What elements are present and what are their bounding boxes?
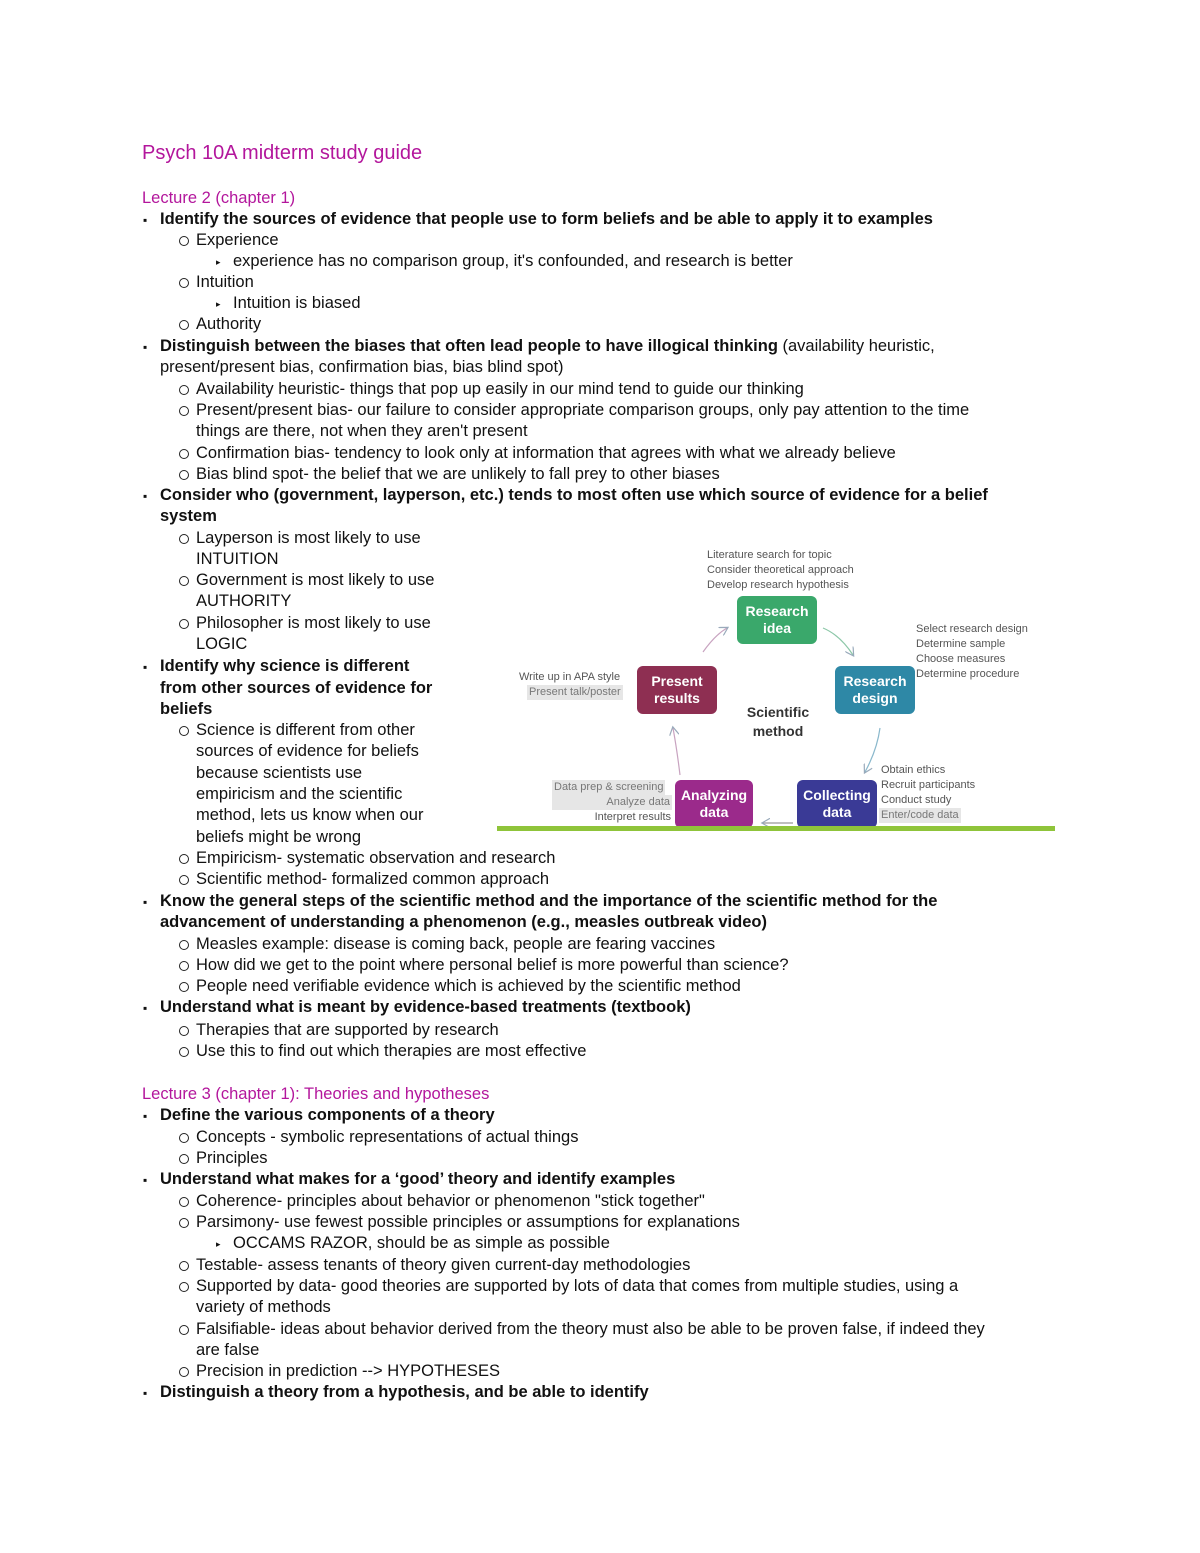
l2-bullet2-bold: Distinguish between the biases that often lead people to have illogical thinking [160, 337, 778, 355]
circle-bullet-icon [179, 961, 189, 971]
design-note-3: Choose measures [916, 653, 1006, 665]
circle-bullet-icon [179, 576, 189, 586]
design-note-1: Select research design [916, 623, 1028, 635]
present-results-box [637, 666, 717, 714]
bullet-icon: ▪ [143, 660, 148, 674]
l3-b2-s5: Falsifiable- ideas about behavior derived from the theory must also be able to be proven false, if indeed they [196, 1320, 985, 1338]
l2-b1-experience: Experience [196, 231, 279, 249]
circle-bullet-icon [179, 449, 189, 459]
l3-bullet3: Distinguish a theory from a hypothesis, and be able to identify [160, 1383, 649, 1401]
collecting-data-box [797, 780, 877, 828]
research-design-line1: Research [843, 673, 907, 689]
circle-bullet-icon [179, 406, 189, 416]
l2-b2-s1: Availability heuristic- things that pop up easily in our mind tend to guide our thinking [196, 380, 804, 398]
diagram-ground-line [497, 826, 1055, 831]
bullet-icon: ▪ [143, 1386, 148, 1400]
analyze-note-2: Analyze data [552, 795, 672, 810]
circle-bullet-icon [179, 385, 189, 395]
triangle-bullet-icon: ▸ [216, 257, 221, 267]
idea-note-2: Consider theoretical approach [707, 564, 854, 576]
present-line2: results [654, 690, 700, 706]
present-line1: Present [651, 673, 703, 689]
lecture2-heading: Lecture 2 (chapter 1) [142, 189, 296, 207]
l2-b6-s1: Therapies that are supported by research [196, 1021, 499, 1039]
l2-b1-authority: Authority [196, 315, 262, 333]
l2-bullet4-cont2: beliefs [160, 700, 213, 718]
circle-bullet-icon [179, 470, 189, 480]
collect-note-1: Obtain ethics [881, 764, 946, 776]
l3-b2-s4: Supported by data- good theories are supported by lots of data that comes from multiple studies, using a [196, 1277, 959, 1295]
l2-bullet4-cont1: from other sources of evidence for [160, 679, 433, 697]
l2-b4-s2: Empiricism- systematic observation and research [196, 849, 556, 867]
arrow-analyze-to-present [673, 728, 680, 775]
idea-note-1: Literature search for topic [707, 549, 832, 561]
l2-b4-s1-l6: beliefs might be wrong [196, 828, 362, 846]
l2-bullet2-rest: (availability heuristic, [777, 337, 935, 355]
l3-bullet1: Define the various components of a theory [160, 1106, 495, 1124]
circle-bullet-icon [179, 320, 189, 330]
circle-bullet-icon [179, 1325, 189, 1335]
l2-bullet2-cont: present/present bias, confirmation bias, bias blind spot) [160, 358, 564, 376]
circle-bullet-icon [179, 1282, 189, 1292]
analyze-note-1: Data prep & screening [554, 781, 664, 793]
l2-b4-s1-l5: method, lets us know when our [196, 806, 424, 824]
bullet-icon: ▪ [143, 213, 148, 227]
l3-b2-s6: Precision in prediction --> HYPOTHESES [196, 1362, 500, 1380]
circle-bullet-icon [179, 278, 189, 288]
analyze-note-3: Interpret results [594, 811, 671, 823]
l2-b4-s1-l2: sources of evidence for beliefs [196, 742, 419, 760]
l2-b4-s1-l4: empiricism and the scientific [196, 785, 403, 803]
bullet-icon: ▪ [143, 1109, 148, 1123]
analyzing-line2: data [699, 804, 729, 820]
l2-b3-s2-cont: AUTHORITY [196, 592, 292, 610]
l3-b2-s4-cont: variety of methods [196, 1298, 331, 1316]
center-line1: Scientific [746, 704, 810, 720]
l2-b2-s3: Confirmation bias- tendency to look only at information that agrees with what we already believe [196, 444, 896, 462]
l2-b2-s2: Present/present bias- our failure to consider appropriate comparison groups, only pay attention to the time [196, 401, 970, 419]
collecting-line2: data [822, 804, 852, 820]
l2-bullet3-cont: system [160, 507, 217, 525]
l2-bullet1: Identify the sources of evidence that people use to form beliefs and be able to apply it to examples [160, 210, 933, 228]
design-note-4: Determine procedure [916, 668, 1020, 680]
circle-bullet-icon [179, 1154, 189, 1164]
bullet-icon: ▪ [143, 1001, 148, 1015]
bullet-icon: ▪ [143, 1173, 148, 1187]
l2-bullet4: Identify why science is different [160, 657, 410, 675]
bullet-icon: ▪ [143, 340, 148, 354]
l2-bullet6: Understand what is meant by evidence-based treatments (textbook) [160, 998, 691, 1016]
circle-bullet-icon [179, 854, 189, 864]
l2-bullet5: Know the general steps of the scientific method and the importance of the scientific method for the [160, 892, 938, 910]
l2-b3-s3: Philosopher is most likely to use [196, 614, 431, 632]
l3-b2-s2-note: OCCAMS RAZOR, should be as simple as possible [233, 1234, 610, 1252]
circle-bullet-icon [179, 940, 189, 950]
arrow-design-to-collect [865, 728, 880, 772]
l2-b3-s1: Layperson is most likely to use [196, 529, 421, 547]
l2-b5-s3: People need verifiable evidence which is achieved by the scientific method [196, 977, 741, 995]
research-idea-box [737, 596, 817, 644]
center-line2: method [752, 723, 804, 739]
research-design-box [835, 666, 915, 714]
analyzing-data-box [675, 780, 753, 828]
present-note-2: Present talk/poster [529, 686, 621, 698]
collect-note-4: Enter/code data [881, 809, 959, 821]
research-idea-line2: idea [762, 620, 791, 636]
l2-b1-intuition: Intuition [196, 273, 254, 291]
idea-note-3: Develop research hypothesis [707, 579, 849, 591]
arrow-present-to-idea [703, 628, 727, 652]
l2-bullet3: Consider who (government, layperson, etc.) tends to most often use which source of evidence for a belief [160, 486, 988, 504]
l3-b1-s1: Concepts - symbolic representations of actual things [196, 1128, 579, 1146]
circle-bullet-icon [179, 1047, 189, 1057]
circle-bullet-icon [179, 1261, 189, 1271]
circle-bullet-icon [179, 982, 189, 992]
l2-b5-s1: Measles example: disease is coming back, people are fearing vaccines [196, 935, 716, 953]
l2-b2-s2-cont: things are there, not when they aren't present [196, 422, 528, 440]
analyzing-line1: Analyzing [680, 787, 748, 803]
bullet-icon: ▪ [143, 489, 148, 503]
l2-b4-s3: Scientific method- formalized common approach [196, 870, 550, 888]
l2-b2-s4: Bias blind spot- the belief that we are unlikely to fall prey to other biases [196, 465, 720, 483]
l2-b1-intuition-note: Intuition is biased [233, 294, 361, 312]
l2-b4-s1-l3: because scientists use [196, 764, 363, 782]
collecting-line1: Collecting [803, 787, 871, 803]
present-note-1: Write up in APA style [519, 671, 621, 683]
circle-bullet-icon [179, 236, 189, 246]
l2-b4-s1: Science is different from other [196, 721, 415, 739]
page-title: Psych 10A midterm study guide [142, 142, 423, 164]
arrow-idea-to-design [823, 628, 853, 655]
l2-b5-s2: How did we get to the point where personal belief is more powerful than science? [196, 956, 789, 974]
design-note-2: Determine sample [916, 638, 1006, 650]
circle-bullet-icon [179, 1197, 189, 1207]
circle-bullet-icon [179, 534, 189, 544]
lecture3-heading: Lecture 3 (chapter 1): Theories and hypotheses [142, 1085, 490, 1103]
l2-bullet5-cont: advancement of understanding a phenomenon (e.g., measles outbreak video) [160, 913, 767, 931]
bullet-icon: ▪ [143, 895, 148, 909]
l3-b1-s2: Principles [196, 1149, 268, 1167]
l3-b2-s3: Testable- assess tenants of theory given current-day methodologies [196, 1256, 691, 1274]
circle-bullet-icon [179, 726, 189, 736]
l2-b3-s3-cont: LOGIC [196, 635, 248, 653]
l3-b2-s2: Parsimony- use fewest possible principles or assumptions for explanations [196, 1213, 740, 1231]
circle-bullet-icon [179, 619, 189, 629]
l2-b6-s2: Use this to find out which therapies are most effective [196, 1042, 587, 1060]
circle-bullet-icon [179, 875, 189, 885]
circle-bullet-icon [179, 1026, 189, 1036]
l3-b2-s1: Coherence- principles about behavior or phenomenon "stick together" [196, 1192, 705, 1210]
triangle-bullet-icon: ▸ [216, 1239, 221, 1249]
l2-b1-experience-note: experience has no comparison group, it's confounded, and research is better [233, 252, 793, 270]
l2-b3-s1-cont: INTUITION [196, 550, 279, 568]
collect-note-2: Recruit participants [881, 779, 976, 791]
collect-note-3: Conduct study [881, 794, 952, 806]
diagram-center-label [733, 703, 823, 741]
l3-b2-s5-cont: are false [196, 1341, 260, 1359]
l3-bullet2: Understand what makes for a ‘good’ theory and identify examples [160, 1170, 676, 1188]
circle-bullet-icon [179, 1367, 189, 1377]
research-idea-line1: Research [745, 603, 809, 619]
scientific-method-diagram [495, 540, 1057, 835]
circle-bullet-icon [179, 1133, 189, 1143]
triangle-bullet-icon: ▸ [216, 299, 221, 309]
research-design-line2: design [852, 690, 898, 706]
circle-bullet-icon [179, 1218, 189, 1228]
l2-bullet2 [160, 336, 935, 357]
l2-b3-s2: Government is most likely to use [196, 571, 435, 589]
